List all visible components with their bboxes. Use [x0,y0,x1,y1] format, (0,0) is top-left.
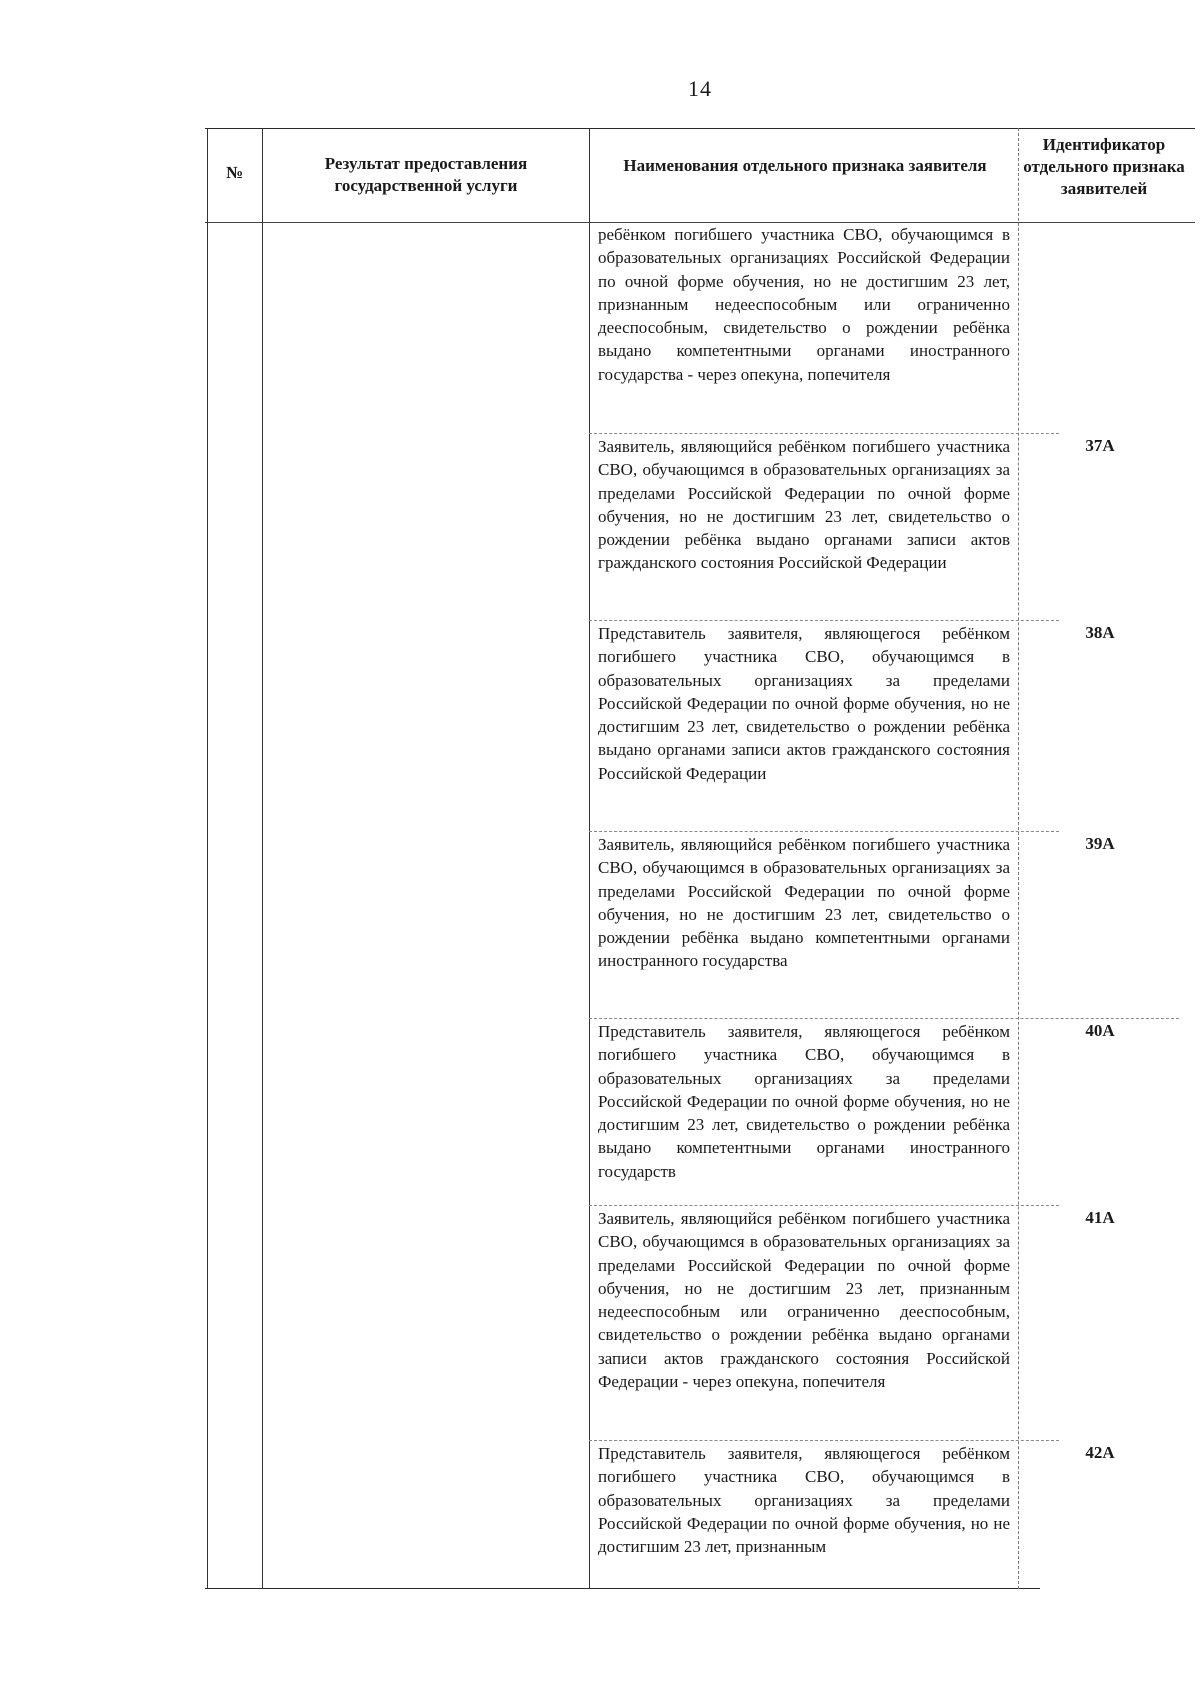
feature-cell: Заявитель, являющийся ребёнком погибшего участника СВО, обучающимся в образовательных организациях за пределами Российской Федерации по очной форме обучения, но не достигшим 23 лет, свидетельство о рождении ребёнка выдано органами записи актов гражданского состояния Российской Федерации [598,437,1010,573]
row-separator [589,831,1059,832]
table-top-border [205,128,1195,129]
identifier-cell: 37А [1085,436,1115,455]
header-num: № [225,163,244,182]
identifier-cell: 40А [1085,1021,1115,1040]
column-divider-4 [1018,128,1019,1589]
identifier-cell: 39А [1085,834,1115,853]
row-separator [589,1205,1059,1206]
header-result: Результат предоставления государственной услуги [324,154,528,195]
feature-cell: Заявитель, являющийся ребёнком погибшего участника СВО, обучающимся в образовательных организациях за пределами Российской Федерации по очной форме обучения, но не достигшим 23 лет, признанным недееспособным или ограниченно дееспособным, свидетельство о рождении ребёнка выдано органами записи актов гражданского состояния Российской Федерации - через опекуна, попечителя [598,1209,1010,1392]
page-number: 14 [688,76,712,101]
row-separator [589,433,1059,434]
identifier-cell: 42А [1085,1443,1115,1462]
feature-cell: Представитель заявителя, являющегося ребёнком погибшего участника СВО, обучающимся в образовательных организациях за пределами Российской Федерации по очной форме обучения, но не достигшим 23 лет, признанным [598,1444,1010,1557]
feature-cell: Представитель заявителя, являющегося ребёнком погибшего участника СВО, обучающимся в образовательных организациях за пределами Российской Федерации по очной форме обучения, но не достигшим 23 лет, свидетельство о рождении ребёнка выдано органами записи актов гражданского состояния Российской Федерации [598,624,1010,783]
feature-cell-continued: ребёнком погибшего участника СВО, обучающимся в образовательных организациях Российской Федерации по очной форме обучения, но не достигшим 23 лет, признанным недееспособным или ограниченно дееспособным, свидетельство о рождении ребёнка выдано компетентными органами иностранного государства - через опекуна, попечителя [598,225,1010,384]
header-identifier: Идентификатор отдельного признака заявителей [1023,135,1185,198]
row-separator [589,1440,1059,1441]
table-bottom-border [205,1588,1040,1589]
identifier-cell: 41А [1085,1208,1115,1227]
identifier-cell: 38А [1085,623,1115,642]
column-divider-2 [262,128,263,1589]
feature-cell: Представитель заявителя, являющегося ребёнком погибшего участника СВО, обучающимся в образовательных организациях за пределами Российской Федерации по очной форме обучения, но не достигшим 23 лет, свидетельство о рождении ребёнка выдано компетентными органами иностранного государств [598,1022,1010,1181]
column-divider-1 [207,128,208,1589]
row-separator [589,1018,1179,1019]
row-separator [589,620,1059,621]
feature-cell: Заявитель, являющийся ребёнком погибшего участника СВО, обучающимся в образовательных организациях за пределами Российской Федерации по очной форме обучения, но не достигшим 23 лет, свидетельство о рождении ребёнка выдано компетентными органами иностранного государства [598,835,1010,971]
column-divider-3 [589,128,590,1589]
header-feature: Наименования отдельного признака заявителя [623,156,987,175]
